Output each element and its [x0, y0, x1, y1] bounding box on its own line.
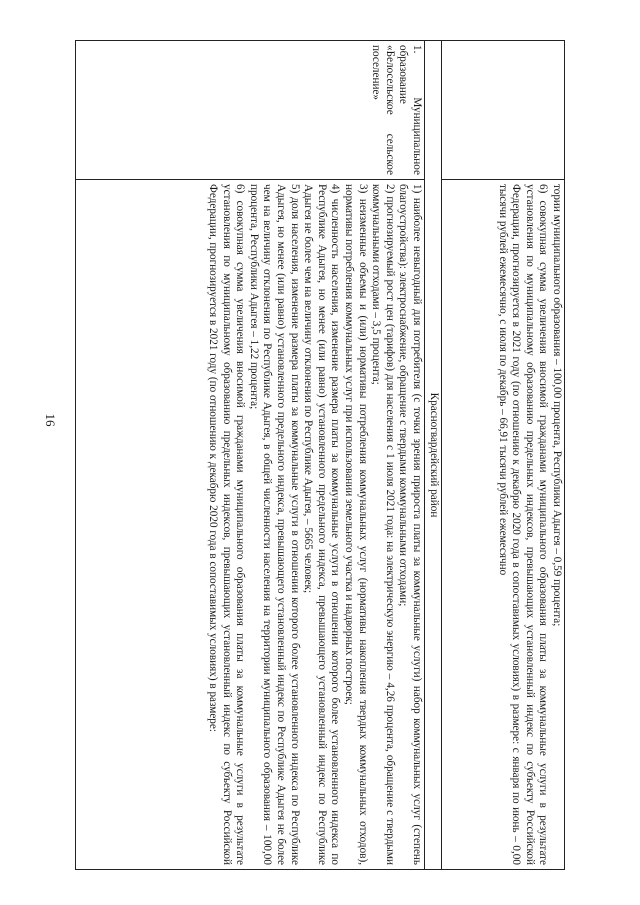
municipality-label: 1. Муниципальное образование «Белосельское сельское поселение»	[370, 45, 423, 175]
detail-item: 2) прогнозируемый рост цен (тарифов) для населения с 1 июля 2021 года: на электрическую энергию – 4,26 процента, обращение с твердыми коммунальными отходами – 3,5 процента;	[370, 184, 396, 865]
continuation-item: тории муниципального образования – 100,00 процента, Республики Адыгея – 0,59 процента;	[551, 184, 563, 627]
municipality-label-cell	[76, 41, 425, 180]
continuation-cell	[442, 180, 565, 870]
detail-item: 6) совокупная сумма увеличения вносимой гражданами муниципального образования платы за коммунальные услуги в результате установления по муниципальному образованию предельных индексов, превышающих установленный индекс по субъекту Российской Федерации, прогнозируется в 2021 году (по отношению к декабрю 2020 года в сопоставимых условиях) в размере:	[207, 184, 247, 865]
municipality-details-cell	[76, 180, 425, 870]
table-row	[425, 41, 442, 870]
table-row	[76, 41, 425, 870]
table-row	[442, 41, 565, 870]
continuation-item: 6) совокупная сумма увеличения вносимой гражданами муниципального образования платы за коммунальные услуги в результате установления по муниципальному образованию предельных индексов, превышающих установленный индекс по субъекту Российской Федерации, прогнозируется в 2021 году (по отношению к декабрю 2020 года в сопоставимых условиях) в размере: с января по июнь – 0,00 тысячи рублей ежемесячно, с июля по декабрь – 66,91 тысячи рублей ежемесячно	[496, 184, 550, 865]
detail-item: 3) неизменные объемы и (или) нормативы потребления коммунальных услуг (нормативы накопления твердых коммунальных отходов), нормативы потребления коммунальных услуг при использовании земельного участка и надворных построек;	[343, 184, 369, 865]
page-number: 16	[43, 413, 58, 427]
region-heading: Красногвардейский район	[425, 41, 442, 870]
detail-item: 1) наиболее невыгодный для потребителя (с точки зрения прироста платы за коммунальные услуги) набор коммунальных услуг (степень благоустройства): электроснабжение, обращение с твердыми коммунальными отходами;	[397, 184, 423, 865]
indices-table	[75, 40, 565, 870]
document-body	[75, 40, 565, 870]
detail-item: 4) численность населения, изменение размера платы за коммунальные услуги в отношении которого более установленного индекса по Республике Адыгея, но менее (или равно) установленного предельного индекса, превышающего установленный индекс по Республике Адыгея не более чем на величину отклонения по Республике Адыгея, – 5665 человек;	[302, 184, 342, 865]
detail-item: 5) доля населения, изменение размера платы за коммунальные услуги в отношении которого более установленного индекса по Республике Адыгея, но менее (или равно) установленного предельного индекса, превышающего установленный индекс по Республике Адыгея не более чем на величину отклонения по Республике Адыгея, в общей численности населения на территории муниципального образования – 100,00 процента, Республики Адыгея – 1,22 процента;	[247, 184, 301, 865]
empty-label-cell	[442, 41, 565, 180]
